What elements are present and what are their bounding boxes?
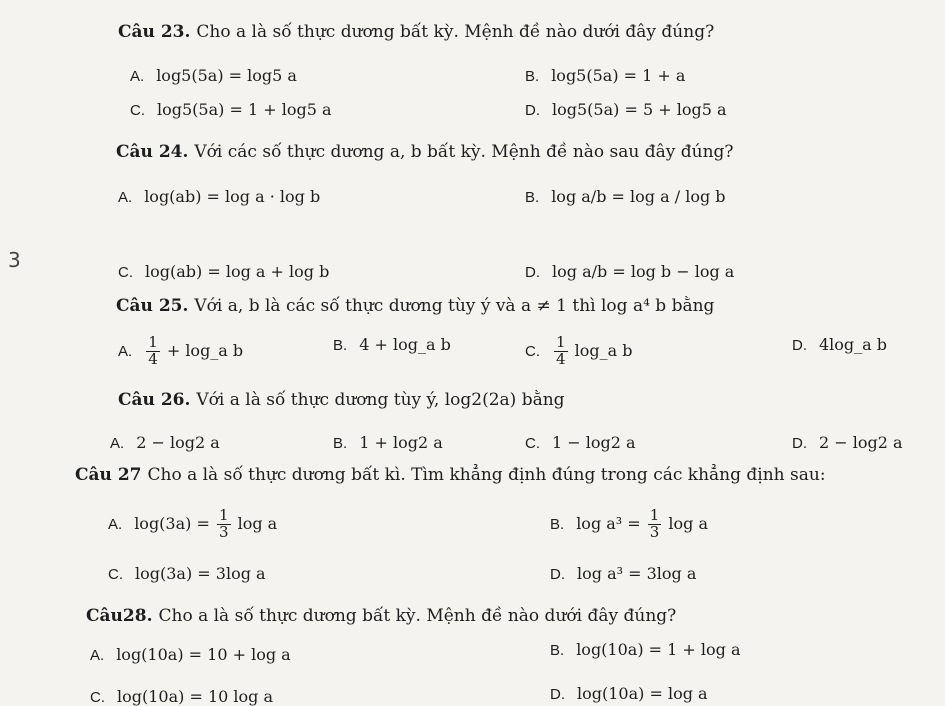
option-letter: D. bbox=[525, 102, 540, 119]
option-expression: log5(5a) = 1 + a bbox=[551, 66, 686, 85]
answer-option-c[interactable] bbox=[108, 564, 266, 583]
answer-option-a[interactable] bbox=[108, 508, 277, 541]
option-expression: log(3a) = 3log a bbox=[135, 564, 266, 583]
option-letter: D. bbox=[550, 566, 565, 583]
option-letter: A. bbox=[90, 647, 105, 664]
answer-option-a[interactable] bbox=[118, 335, 243, 368]
option-expression: log(10a) = log a bbox=[577, 684, 708, 703]
question-text: Với các số thực dương a, b bất kỳ. Mệnh đề nào sau đây đúng? bbox=[194, 142, 734, 162]
option-letter: D. bbox=[792, 435, 807, 452]
option-letter: B. bbox=[550, 515, 565, 533]
answer-option-c[interactable] bbox=[118, 262, 329, 281]
option-letter: D. bbox=[792, 337, 807, 354]
answer-option-c[interactable] bbox=[525, 433, 636, 452]
question-number: Câu 27 bbox=[75, 465, 142, 485]
question-stem bbox=[86, 606, 676, 626]
option-letter: C. bbox=[130, 102, 145, 119]
answer-option-c[interactable] bbox=[525, 335, 633, 368]
answer-option-d[interactable] bbox=[792, 433, 903, 452]
option-letter: D. bbox=[525, 264, 540, 281]
option-expression: 2 − log2 a bbox=[819, 433, 903, 452]
option-letter: C. bbox=[108, 566, 123, 583]
answer-option-b[interactable] bbox=[333, 335, 451, 354]
option-letter: B. bbox=[550, 642, 565, 659]
answer-option-b[interactable] bbox=[525, 187, 726, 206]
option-letter: D. bbox=[550, 686, 565, 703]
option-letter: C. bbox=[90, 689, 105, 706]
answer-option-c[interactable] bbox=[90, 687, 273, 706]
answer-option-a[interactable] bbox=[130, 66, 297, 85]
question-number: Câu 26. bbox=[118, 390, 191, 410]
option-expression: log(10a) = 10 + log a bbox=[116, 645, 291, 664]
question-text: Với a là số thực dương tùy ý, log2(2a) bằng bbox=[196, 390, 565, 410]
option-expression: $\frac{1}{4}$ + log_a b bbox=[148, 333, 244, 368]
answer-option-b[interactable] bbox=[333, 433, 443, 452]
question-text: Cho a là số thực dương bất kì. Tìm khẳng định đúng trong các khẳng định sau: bbox=[147, 465, 826, 485]
option-letter: A. bbox=[130, 68, 145, 85]
option-expression: log5(5a) = log5 a bbox=[156, 66, 297, 85]
option-letter: A. bbox=[108, 515, 123, 533]
question-stem bbox=[118, 22, 714, 42]
option-expression: log(10a) = 1 + log a bbox=[576, 640, 741, 659]
option-letter: B. bbox=[333, 435, 348, 452]
option-expression: log(10a) = 10 log a bbox=[117, 687, 274, 706]
question-stem bbox=[116, 142, 734, 162]
question-number: Câu28. bbox=[86, 606, 153, 626]
answer-option-d[interactable] bbox=[550, 684, 708, 703]
option-expression: 2 − log2 a bbox=[136, 433, 220, 452]
question-number: Câu 23. bbox=[118, 22, 191, 42]
option-expression: 4log_a b bbox=[819, 335, 888, 354]
option-letter: C. bbox=[525, 342, 540, 360]
option-letter: A. bbox=[118, 189, 133, 206]
answer-option-a[interactable] bbox=[90, 645, 291, 664]
answer-option-d[interactable] bbox=[525, 100, 727, 119]
option-expression: 1 − log2 a bbox=[552, 433, 636, 452]
margin-mark: 3 bbox=[8, 248, 21, 272]
option-letter: C. bbox=[118, 264, 133, 281]
answer-option-d[interactable] bbox=[550, 564, 696, 583]
question-number: Câu 25. bbox=[116, 296, 189, 316]
answer-option-b[interactable] bbox=[525, 66, 685, 85]
option-expression: 1 + log2 a bbox=[359, 433, 443, 452]
question-stem bbox=[118, 390, 565, 410]
option-expression: log5(5a) = 1 + log5 a bbox=[157, 100, 332, 119]
option-expression: log a/b = log a / log b bbox=[551, 187, 726, 206]
option-letter: C. bbox=[525, 435, 540, 452]
option-expression: log(3a) = $\frac{1}{3}$ log a bbox=[134, 506, 278, 541]
question-text: Cho a là số thực dương bất kỳ. Mệnh đề nào dưới đây đúng? bbox=[158, 606, 677, 626]
option-expression: log a³ = $\frac{1}{3}$ log a bbox=[576, 506, 709, 541]
option-letter: A. bbox=[118, 342, 133, 360]
answer-option-d[interactable] bbox=[792, 335, 887, 354]
answer-option-a[interactable] bbox=[110, 433, 220, 452]
option-expression: log(ab) = log a + log b bbox=[145, 262, 330, 281]
option-letter: B. bbox=[525, 189, 540, 206]
answer-option-d[interactable] bbox=[525, 262, 734, 281]
option-expression: $\frac{1}{4}$ log_a b bbox=[556, 333, 633, 368]
question-text: Với a, b là các số thực dương tùy ý và a ≠ 1 thì log a⁴ b bằng bbox=[194, 296, 715, 316]
option-expression: log5(5a) = 5 + log5 a bbox=[552, 100, 727, 119]
question-stem bbox=[75, 465, 826, 485]
answer-option-b[interactable] bbox=[550, 640, 741, 659]
question-stem bbox=[116, 296, 714, 316]
option-expression: 4 + log_a b bbox=[359, 335, 451, 354]
question-number: Câu 24. bbox=[116, 142, 189, 162]
option-expression: log a³ = 3log a bbox=[577, 564, 697, 583]
answer-option-c[interactable] bbox=[130, 100, 332, 119]
answer-option-b[interactable] bbox=[550, 508, 708, 541]
option-expression: log(ab) = log a · log b bbox=[144, 187, 321, 206]
option-expression: log a/b = log b − log a bbox=[552, 262, 735, 281]
option-letter: A. bbox=[110, 435, 125, 452]
option-letter: B. bbox=[525, 68, 540, 85]
question-text: Cho a là số thực dương bất kỳ. Mệnh đề nào dưới đây đúng? bbox=[196, 22, 715, 42]
answer-option-a[interactable] bbox=[118, 187, 320, 206]
option-letter: B. bbox=[333, 337, 348, 354]
